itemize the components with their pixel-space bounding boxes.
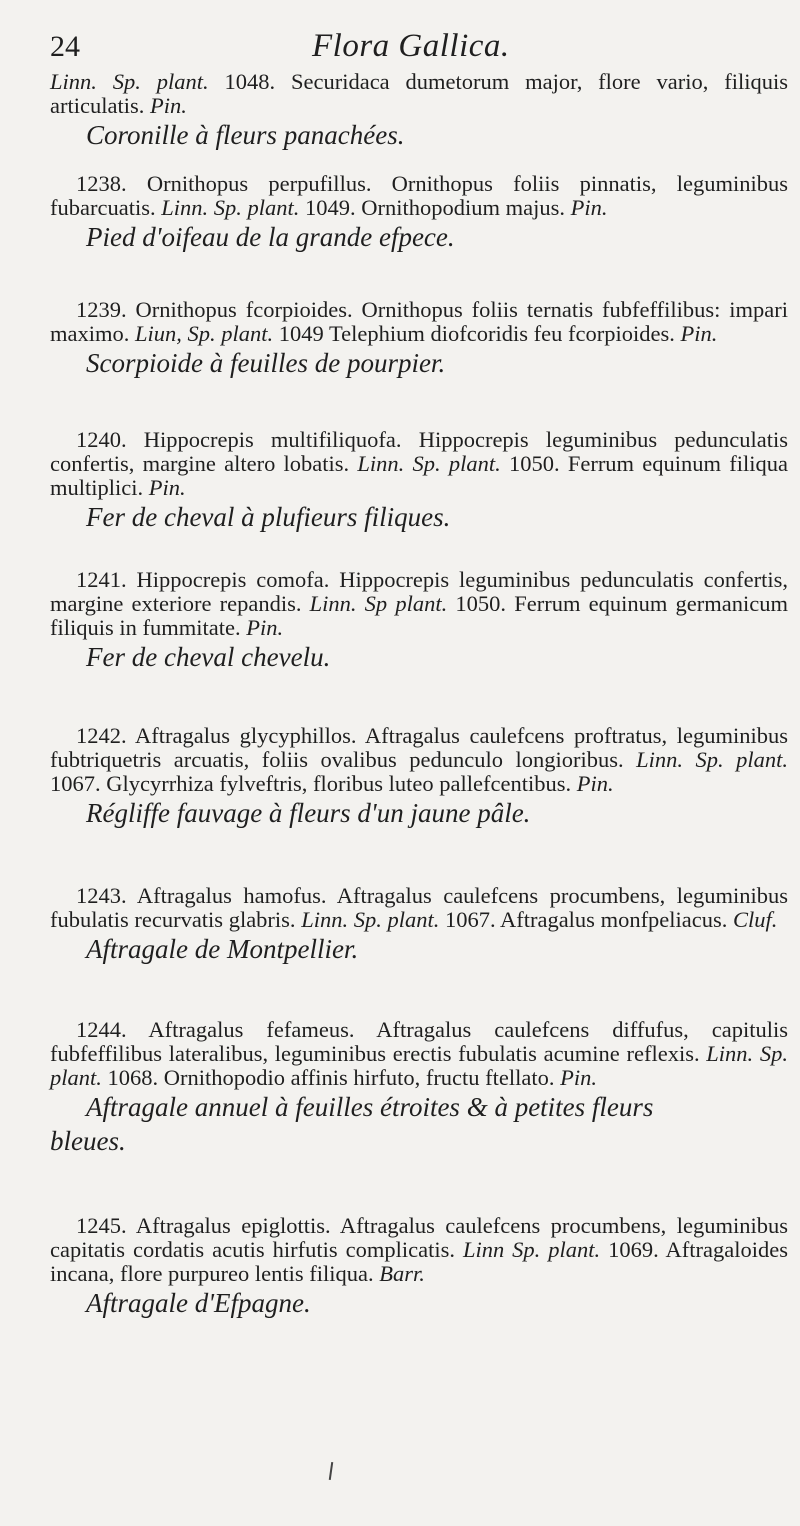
french-name: Fer de cheval à plufieurs filiques. bbox=[86, 502, 451, 532]
abbreviation: Pin. bbox=[149, 93, 187, 118]
entry-1244 bbox=[50, 1018, 788, 1158]
entry-text bbox=[50, 884, 788, 932]
entry-1241 bbox=[50, 568, 788, 674]
entry-number: 1240. bbox=[76, 427, 127, 452]
entry-number: 1243. bbox=[76, 883, 127, 908]
abbreviation: Pin. bbox=[576, 771, 614, 796]
entry-1240 bbox=[50, 428, 788, 534]
entry-synonym: 1068. Ornithopodio affinis hirfuto, fructu ftellato. bbox=[101, 1065, 555, 1090]
entry-description: Aftragalus epiglottis. Aftragalus caulefcens procumbens, leguminibus capitatis cordatis acutis hirfutis complicatis. bbox=[50, 1213, 788, 1262]
french-name: Coronille à fleurs panachées. bbox=[86, 120, 405, 150]
entry-synonym: 1050. Ferrum equinum filiqua multiplici. bbox=[50, 451, 788, 500]
entry-description: Aftragalus hamofus. Aftragalus caulefcens procumbens, leguminibus fubulatis recurvatis glabris. bbox=[50, 883, 788, 932]
entry-1238 bbox=[50, 172, 788, 254]
entry-1245 bbox=[50, 1214, 788, 1320]
french-name-continuation: bleues. bbox=[50, 1126, 126, 1156]
french-name: Fer de cheval chevelu. bbox=[86, 642, 331, 672]
entry-synonym: 1050. Ferrum equinum germanicum filiquis in fummitate. bbox=[50, 591, 788, 640]
french-name: Aftragale de Montpellier. bbox=[86, 934, 359, 964]
entry-synonym: 1069. Aftragaloides incana, flore purpureo lentis filiqua. bbox=[50, 1237, 788, 1286]
citation: Linn. Sp. plant. bbox=[357, 451, 501, 476]
abbreviation: Cluf. bbox=[733, 907, 778, 932]
page-mark bbox=[329, 1462, 333, 1480]
citation: Linn. Sp. plant. bbox=[50, 1041, 789, 1090]
entry-1243 bbox=[50, 884, 788, 966]
page-number: 24 bbox=[50, 30, 80, 63]
entry-synonym: 1049 Telephium diofcoridis feu fcorpioides. bbox=[273, 321, 675, 346]
entry-text bbox=[50, 298, 788, 346]
citation: Linn. Sp plant. bbox=[309, 591, 448, 616]
entry-description: Hippocrepis multifiliquofa. Hippocrepis leguminibus pedunculatis confertis, margine altero lobatis. bbox=[50, 427, 788, 476]
entry-number: 1242. bbox=[76, 723, 127, 748]
abbreviation: Pin. bbox=[246, 615, 284, 640]
entry-continuation bbox=[50, 70, 788, 152]
entry-number: 1241. bbox=[76, 567, 127, 592]
entry-text bbox=[50, 568, 788, 640]
entry-text bbox=[50, 1018, 788, 1090]
running-title: Flora Gallica. bbox=[312, 28, 510, 64]
french-name: Aftragale d'Efpagne. bbox=[86, 1288, 311, 1318]
entry-description: 1048. Securidaca dumetorum major, flore vario, filiquis articulatis. bbox=[50, 69, 788, 118]
entry-synonym: 1067. Aftragalus monfpeliacus. bbox=[439, 907, 728, 932]
entry-description: Ornithopus perpufillus. Ornithopus foliis pinnatis, leguminibus fubarcuatis. bbox=[50, 171, 788, 220]
abbreviation: Pin. bbox=[148, 475, 186, 500]
citation: Linn. Sp. plant. bbox=[301, 907, 440, 932]
abbreviation: Pin. bbox=[560, 1065, 598, 1090]
entry-synonym: 1049. Ornithopodium majus. bbox=[299, 195, 565, 220]
entry-1239 bbox=[50, 298, 788, 380]
citation: Linn. Sp. plant. bbox=[636, 747, 788, 772]
entry-number: 1245. bbox=[76, 1213, 127, 1238]
citation: Linn. Sp. plant. bbox=[50, 69, 209, 94]
entry-description: Aftragalus fefameus. Aftragalus caulefcens diffufus, capitulis fubfeffilibus lateralibus, leguminibus erectis fubulatis acumine reflexis. bbox=[50, 1017, 788, 1066]
french-name: Aftragale annuel à feuilles étroites & à petites fleurs bbox=[86, 1092, 654, 1122]
entry-text bbox=[50, 70, 788, 118]
entry-synonym: 1067. Glycyrrhiza fylveftris, floribus luteo pallefcentibus. bbox=[50, 771, 572, 796]
entry-1242 bbox=[50, 724, 788, 830]
entry-text bbox=[50, 172, 788, 220]
citation: Liun, Sp. plant. bbox=[135, 321, 274, 346]
french-name: Régliffe fauvage à fleurs d'un jaune pâle. bbox=[86, 798, 531, 828]
entry-description: Hippocrepis comofa. Hippocrepis leguminibus pedunculatis confertis, margine exteriore repandis. bbox=[50, 567, 788, 616]
french-name: Pied d'oifeau de la grande efpece. bbox=[86, 222, 455, 252]
citation: Linn Sp. plant. bbox=[462, 1237, 601, 1262]
entry-text bbox=[50, 428, 788, 500]
entry-description: Aftragalus glycyphillos. Aftragalus caulefcens proftratus, leguminibus fubtriquetris arcuatis, foliis ovalibus pedunculo longioribus. bbox=[50, 723, 788, 772]
entry-description: Ornithopus fcorpioides. Ornithopus foliis ternatis fubfeffilibus: impari maximo. bbox=[50, 297, 788, 346]
abbreviation: Barr. bbox=[379, 1261, 425, 1286]
entry-number: 1238. bbox=[76, 171, 127, 196]
page-header bbox=[50, 28, 780, 68]
abbreviation: Pin. bbox=[680, 321, 718, 346]
citation: Linn. Sp. plant. bbox=[161, 195, 300, 220]
entry-number: 1239. bbox=[76, 297, 127, 322]
entry-text bbox=[50, 724, 788, 796]
french-name: Scorpioide à feuilles de pourpier. bbox=[86, 348, 446, 378]
entry-text bbox=[50, 1214, 788, 1286]
entry-number: 1244. bbox=[76, 1017, 127, 1042]
abbreviation: Pin. bbox=[570, 195, 608, 220]
